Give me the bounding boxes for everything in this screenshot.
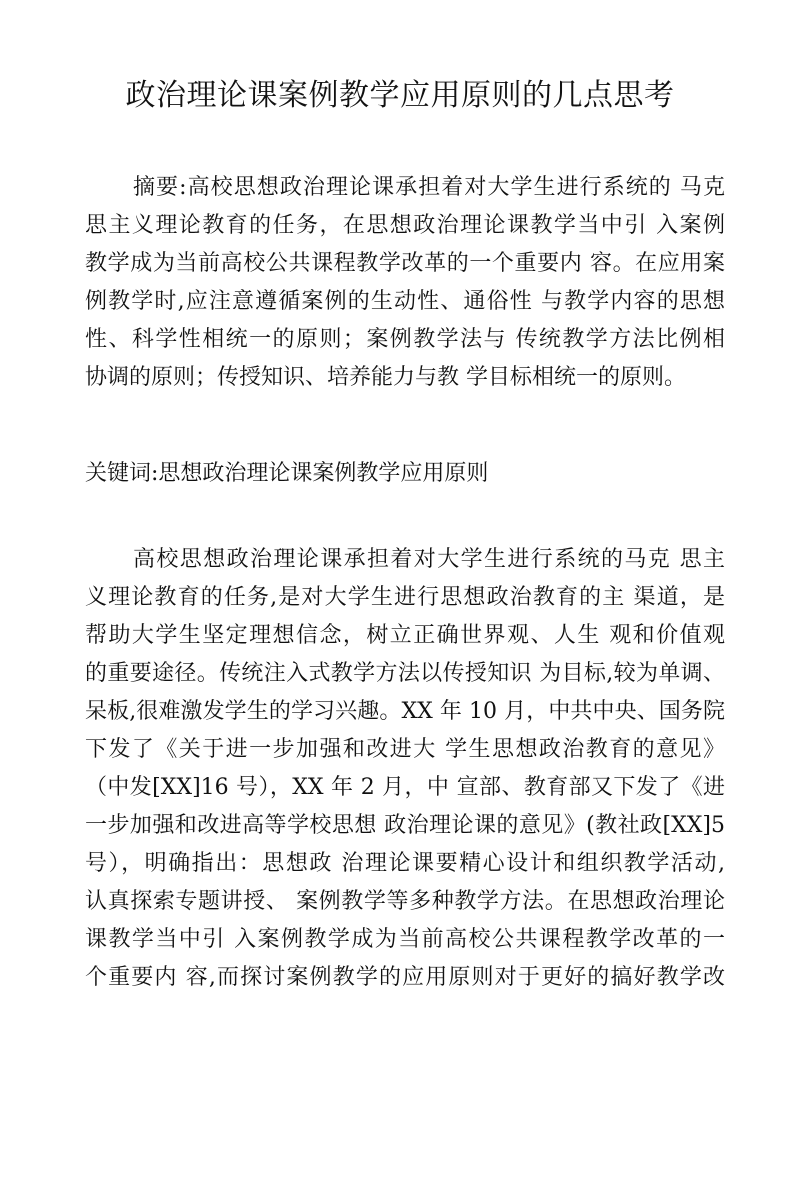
keywords-text: 关键词:思想政治理论课案例教学应用原则 xyxy=(85,461,489,486)
body-line: 高校思想政治理论课承担着对大学生进行系统的马克 思主 xyxy=(133,547,725,572)
body-paragraph xyxy=(85,541,725,997)
body-line: 认真探索专题讲授、 案例教学等多种教学方法。在思想政治理论 xyxy=(85,889,725,914)
body-line: 帮助大学生坚定理想信念，树立正确世界观、人生 观和价值观 xyxy=(85,623,725,648)
body-line: 号），明确指出：思想政 治理论课要精心设计和组织教学活动, xyxy=(85,851,725,876)
body-line: 个重要内 容,而探讨案例教学的应用原则对于更好的搞好教学改 xyxy=(85,965,725,990)
body-line: 下发了《关于进一步加强和改进大 学生思想政治教育的意见》 xyxy=(85,737,725,762)
abstract-paragraph xyxy=(85,169,725,397)
body-line: （中发[XX]16 号），XX 年 2 月，中 宣部、教育部又下发了《进 xyxy=(85,775,725,800)
body-line: 课教学当中引 入案例教学成为当前高校公共课程教学改革的一 xyxy=(85,927,725,952)
body-line: 一步加强和改进高等学校思想 政治理论课的意见》(教社政[XX]5 xyxy=(85,813,725,838)
abstract-line: 摘要:高校思想政治理论课承担着对大学生进行系统的 马克 xyxy=(133,175,725,200)
abstract-line: 协调的原则；传授知识、培养能力与教 学目标相统一的原则。 xyxy=(85,365,686,390)
body-line: 义理论教育的任务,是对大学生进行思想政治教育的主 渠道，是 xyxy=(85,585,725,610)
abstract-line: 性、科学性相统一的原则；案例教学法与 传统教学方法比例相 xyxy=(85,327,725,352)
abstract-line: 思主义理论教育的任务，在思想政治理论课教学当中引 入案例 xyxy=(85,213,725,238)
keywords-line xyxy=(85,455,725,493)
document-title: 政治理论课案例教学应用原则的几点思考 xyxy=(125,78,675,113)
abstract-line: 教学成为当前高校公共课程教学改革的一个重要内 容。在应用案 xyxy=(85,251,725,276)
abstract-line: 例教学时,应注意遵循案例的生动性、通俗性 与教学内容的思想 xyxy=(85,289,725,314)
body-line: 的重要途径。传统注入式教学方法以传授知识 为目标,较为单调、 xyxy=(85,661,725,686)
body-line: 呆板,很难激发学生的学习兴趣。XX 年 10 月，中共中央、国务院 xyxy=(85,699,725,724)
